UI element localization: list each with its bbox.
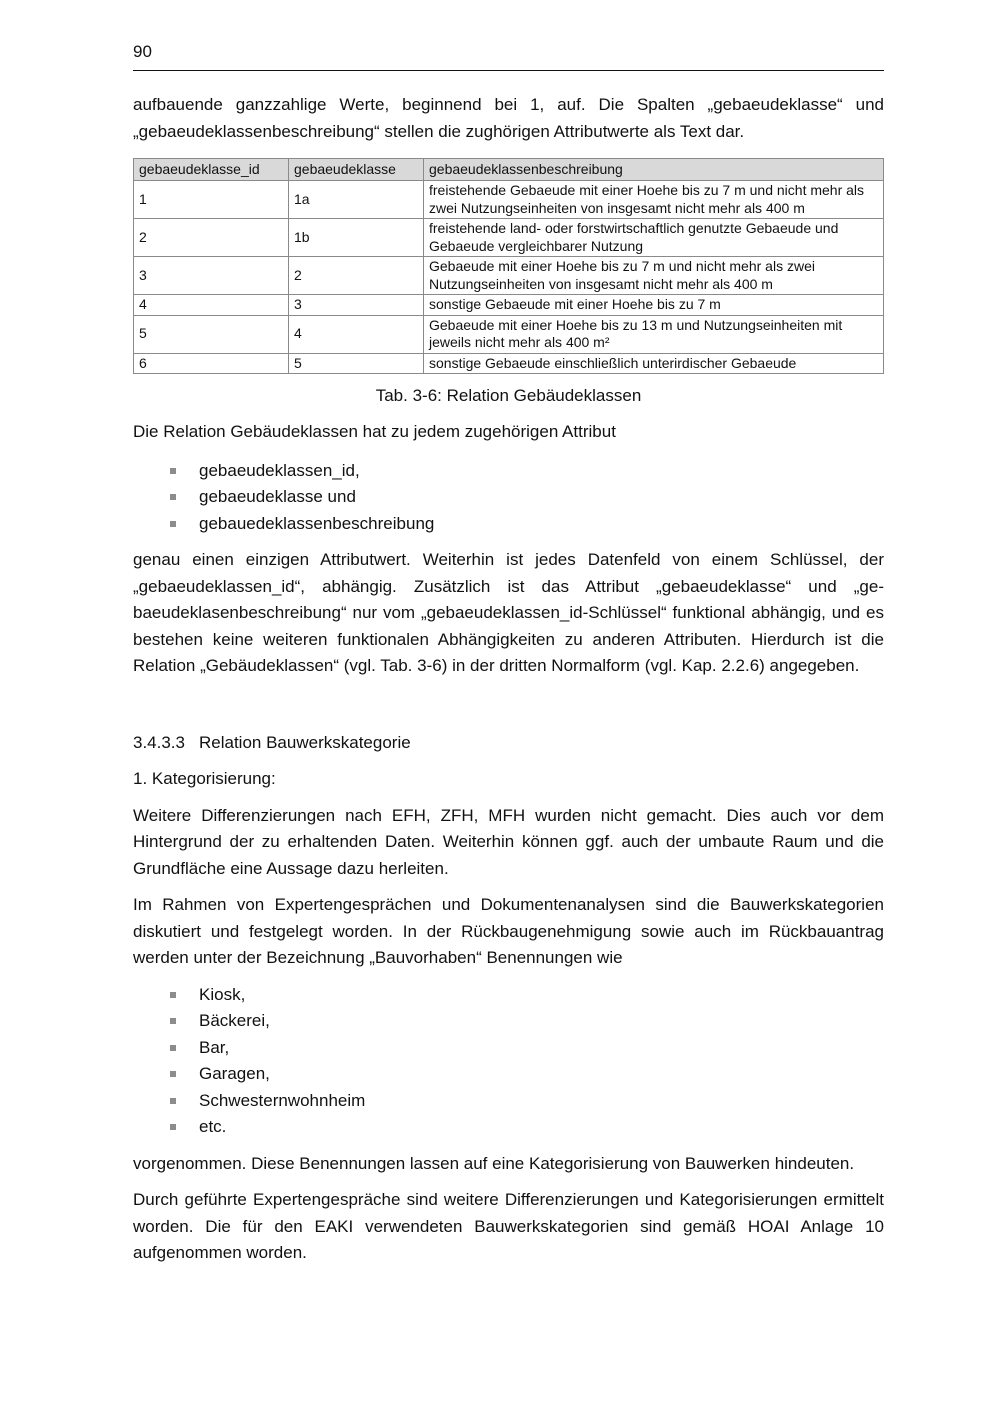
list-item-text: etc. <box>199 1117 227 1136</box>
square-bullet-icon <box>170 468 176 474</box>
cell-beschreibung: Gebaeude mit einer Hoehe bis zu 7 m und nicht mehr als zwei Nutzungseinheiten von insgesamt nicht mehr als 400 m <box>424 257 884 295</box>
section-title: Relation Bauwerkskategorie <box>199 732 411 752</box>
table-row <box>134 219 884 257</box>
list-item <box>133 484 884 511</box>
square-bullet-icon <box>170 1071 176 1077</box>
cell-beschreibung: sonstige Gebaeude einschließlich unterirdischer Gebaeude <box>424 353 884 374</box>
cell-klasse: 1b <box>289 219 424 257</box>
paragraph: Im Rahmen von Expertengesprächen und Dokumentenanalysen sind die Bauwerkskategorien diskutiert und festgelegt worden. In der Rückbaugenehmigung sowie auch im Rückbauantrag werden unter der Bezeichnung „Bauvorhaben“ Benennungen wie <box>133 895 884 967</box>
cell-id: 5 <box>134 315 289 353</box>
intro-paragraph: aufbauende ganzzahlige Werte, beginnend bei 1, auf. Die Spalten „gebaeudeklasse“ und „gebaeudeklassenbeschreibung“ stellen die zughörigen Attributwerte als Text dar. <box>133 95 884 141</box>
column-header: gebaeudeklasse <box>289 159 424 181</box>
list-item <box>133 982 884 1009</box>
square-bullet-icon <box>170 1124 176 1130</box>
cell-beschreibung: sonstige Gebaeude mit einer Hoehe bis zu 7 m <box>424 295 884 316</box>
square-bullet-icon <box>170 494 176 500</box>
gebaeudeklassen-table <box>133 158 884 374</box>
list-item-text: Schwesternwohnheim <box>199 1090 366 1110</box>
cell-beschreibung: Gebaeude mit einer Hoehe bis zu 13 m und Nutzungseinheiten mit jeweils nicht mehr als 400 m² <box>424 315 884 353</box>
table-row <box>134 353 884 374</box>
cell-id: 6 <box>134 353 289 374</box>
table-row <box>134 181 884 219</box>
section-heading <box>133 730 884 757</box>
square-bullet-icon <box>170 1018 176 1024</box>
page-content <box>133 92 884 1267</box>
paragraph: Durch geführte Expertengespräche sind weitere Differenzierungen und Kategorisierungen ermittelt worden. Die für den EAKI verwendeten Bauwerkskategorien sind gemäß HOAI Anlage 10 aufgenommen worden. <box>133 1190 884 1262</box>
list-item <box>133 1008 884 1035</box>
cell-beschreibung: freistehende land- oder forstwirtschaftlich genutzte Gebaeude und Gebaeude vergleichbarer Nutzung <box>424 219 884 257</box>
building-names-list <box>133 982 884 1141</box>
table-row <box>134 257 884 295</box>
page-number: 90 <box>133 42 152 61</box>
cell-klasse: 4 <box>289 315 424 353</box>
list-item-text: Garagen, <box>199 1064 270 1083</box>
column-header: gebaeudeklassenbeschreibung <box>424 159 884 181</box>
table-header-row <box>134 159 884 181</box>
list-item-text: Bar, <box>199 1037 230 1057</box>
cell-klasse: 5 <box>289 353 424 374</box>
cell-id: 3 <box>134 257 289 295</box>
section1-lead: Die Relation Gebäudeklassen hat zu jedem zugehörigen Attribut <box>133 422 616 441</box>
list-item-text: Kiosk, <box>199 984 246 1004</box>
cell-beschreibung: freistehende Gebaeude mit einer Hoehe bis zu 7 m und nicht mehr als zwei Nutzungseinheiten von insgesamt nicht mehr als 400 m <box>424 181 884 219</box>
cell-klasse: 2 <box>289 257 424 295</box>
column-header: gebaeudeklasse_id <box>134 159 289 181</box>
list-item <box>133 1035 884 1062</box>
list-item-text: gebaeudeklassen_id, <box>199 460 360 480</box>
table-caption: Tab. 3-6: Relation Gebäudeklassen <box>375 386 642 405</box>
cell-klasse: 1a <box>289 181 424 219</box>
cell-id: 4 <box>134 295 289 316</box>
square-bullet-icon <box>170 521 176 527</box>
list-item <box>133 1114 884 1141</box>
list-item <box>133 1061 884 1088</box>
square-bullet-icon <box>170 1045 176 1051</box>
subheading: 1. Kategorisierung: <box>133 769 276 788</box>
section1-follow-paragraph: genau einen einzigen Attributwert. Weiterhin ist jedes Datenfeld von einem Schlüssel, der „gebaeudeklassen_id“, abhängig. Zusätzlich ist das Attribut „gebaeudeklasse“ und „gebaeudeklasenbeschreibung“ nur vom „gebaeudeklassen_id-Schlüssel“ funktional abhängig, und es bestehen keine weiteren funktionalen Abhängigkeiten zu anderen Attributen. Hierdurch ist die Relation „Gebäudeklassen“ (vgl. Tab. 3-6) in der dritten Normalform (vgl. Kap. 2.2.6) angegeben. <box>133 550 884 675</box>
list-item <box>133 458 884 485</box>
list-item <box>133 511 884 538</box>
list-item-text: gebauedeklassenbeschreibung <box>199 513 435 533</box>
square-bullet-icon <box>170 992 176 998</box>
header-rule <box>133 70 884 71</box>
list-item-text: gebaeudeklasse und <box>199 487 356 506</box>
cell-id: 1 <box>134 181 289 219</box>
list-item <box>133 1088 884 1115</box>
cell-id: 2 <box>134 219 289 257</box>
paragraph: Weitere Differenzierungen nach EFH, ZFH, MFH wurden nicht gemacht. Dies auch vor dem Hintergrund der zu erhaltenden Daten. Weiterhin können ggf. auch der umbaute Raum und die Grundfläche eine Aussage dazu herleiten. <box>133 805 884 878</box>
attribute-list <box>133 458 884 538</box>
paragraph: vorgenommen. Diese Benennungen lassen auf eine Kategorisierung von Bauwerken hindeuten. <box>133 1153 855 1173</box>
square-bullet-icon <box>170 1098 176 1104</box>
cell-klasse: 3 <box>289 295 424 316</box>
table-row <box>134 315 884 353</box>
list-item-text: Bäckerei, <box>199 1011 270 1030</box>
table-row <box>134 295 884 316</box>
section-number: 3.4.3.3 <box>133 732 185 752</box>
